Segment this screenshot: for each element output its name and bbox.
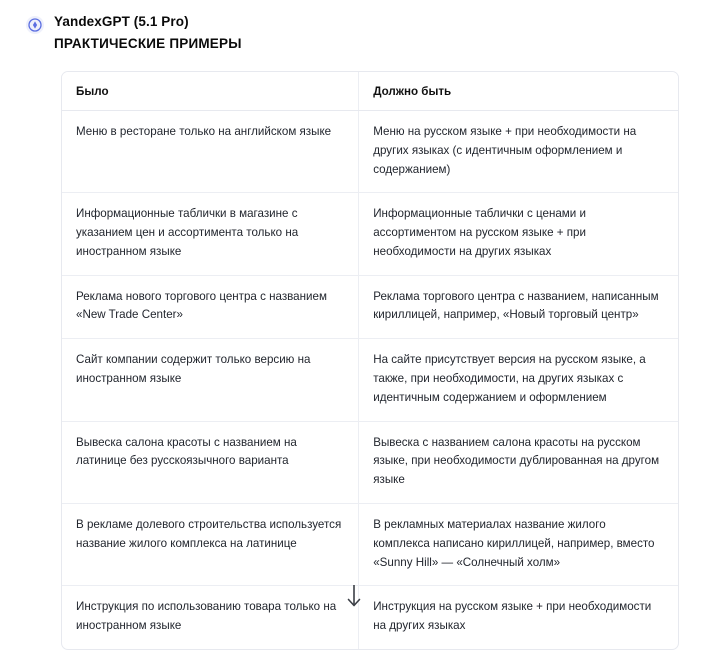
cell-after: В рекламных материалах название жилого комплекса написано кириллицей, например, вместо «Sunny Hill» — «Солнечный холм» [359, 503, 678, 585]
cell-after: Вывеска с названием салона красоты на русском языке, при необходимости дублированная на другом языке [359, 421, 678, 503]
table-row [62, 586, 678, 649]
cell-before: Вывеска салона красоты с названием на латинице без русскоязычного варианта [62, 421, 359, 503]
cell-before: Меню в ресторане только на английском языке [62, 111, 359, 193]
message-header-text [54, 14, 242, 51]
table-row [62, 275, 678, 339]
cell-before: Сайт компании содержит только версию на иностранном языке [62, 339, 359, 421]
model-name: YandexGPT (5.1 Pro) [54, 14, 189, 29]
table-row [62, 503, 678, 585]
table-row [62, 111, 678, 193]
cell-before: Реклама нового торгового центра с названием «New Trade Center» [62, 275, 359, 339]
cell-before: Информационные таблички в магазине с указанием цен и ассортимента только на иностранном языке [62, 193, 359, 275]
cell-after: Реклама торгового центра с названием, написанным кириллицей, например, «Новый торговый центр» [359, 275, 678, 339]
yandex-gpt-avatar-icon [26, 16, 44, 34]
table-row [62, 193, 678, 275]
cell-before: В рекламе долевого строительства используется название жилого комплекса на латинице [62, 503, 359, 585]
cell-after: Инструкция на русском языке + при необходимости на других языках [373, 600, 652, 633]
cell-before: Инструкция по использованию товара только на иностранном языке [62, 586, 359, 649]
column-header-before: Было [62, 72, 359, 111]
table-row [62, 421, 678, 503]
comparison-table [62, 72, 678, 649]
message-header [26, 14, 683, 51]
cell-after: Информационные таблички с ценами и ассортиментом на русском языке + при необходимости на других языках [359, 193, 678, 275]
cell-after: На сайте присутствует версия на русском языке, а также, при необходимости, на других языках с идентичным содержанием и оформлением [359, 339, 678, 421]
examples-table [61, 71, 679, 650]
cell-after: Меню на русском языке + при необходимости на других языках (с идентичным оформлением и содержанием) [359, 111, 678, 193]
page-title: ПРАКТИЧЕСКИЕ ПРИМЕРЫ [54, 36, 242, 51]
table-row [62, 339, 678, 421]
table-header-row [62, 72, 678, 111]
column-header-after: Должно быть [359, 72, 678, 111]
